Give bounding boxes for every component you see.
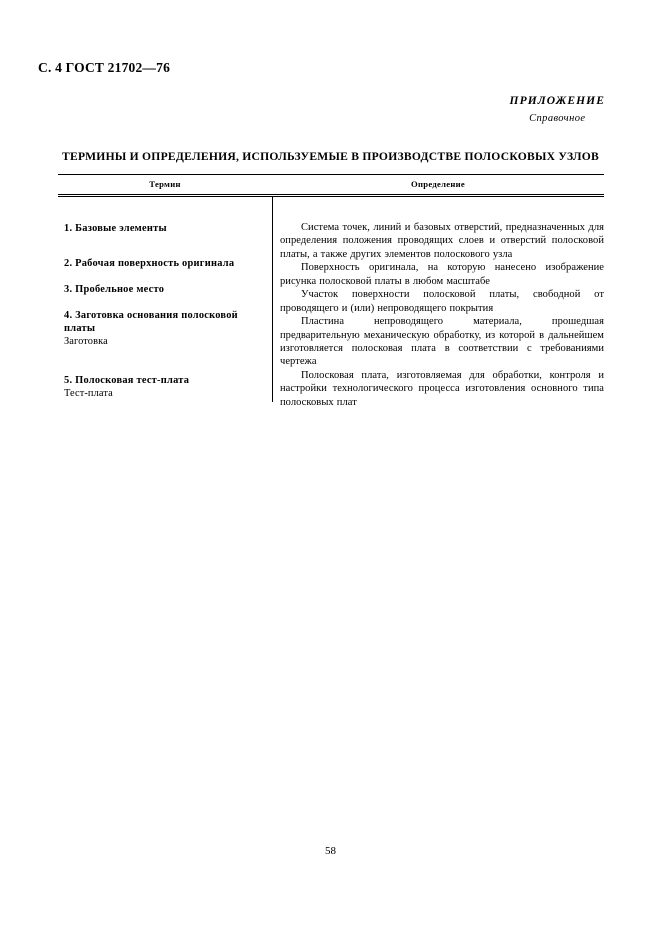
terms-column [64,197,270,415]
running-head: С. 4 ГОСТ 21702—76 [38,60,171,75]
column-header-definition: Определение [411,179,465,189]
definition-text: Система точек, линий и базовых отверстий, предназначенных для определения положения проводящих слоев и отверстий полосковой платы, а также других элементов полоскового узла [280,222,604,260]
definition-text: Поверхность оригинала, на которую нанесено изображение рисунка полосковой платы в любом масштабе [280,262,604,287]
table-body [58,197,604,408]
term-label: 1. Базовые элементы [64,223,167,234]
appendix-block [510,93,605,126]
table-row [64,374,270,400]
term-label: 2. Рабочая поверхность оригинала [64,258,235,269]
table-row [64,283,270,296]
terms-table [58,174,604,408]
definition-text: Пластина непроводящего материала, прошедшая предварительную механическую обработку, из которой в дальнейшем изготовляется полосковая плата в соответствии с требованиями чертежа [280,316,604,368]
page-number: 58 [325,845,336,857]
term-label: 5. Полосковая тест-плата [64,375,190,387]
table-row [64,222,270,235]
table-column-divider [272,197,273,402]
table-header-row [58,175,604,194]
table-row [64,257,270,270]
definition-text: Полосковая плата, изготовляемая для обработки, контроля и настройки технологического процесса изготовления основного типа полосковых плат [280,369,604,408]
table-row [64,309,270,348]
page-title: ТЕРМИНЫ И ОПРЕДЕЛЕНИЯ, ИСПОЛЬЗУЕМЫЕ В ПРОИЗВОДСТВЕ ПОЛОСКОВЫХ УЗЛОВ [62,150,599,163]
term-label: 4. Заготовка основания полосковой платы [64,310,238,334]
appendix-title: ПРИЛОЖЕНИЕ [509,95,605,107]
definition-text: Участок поверхности полосковой платы, свободной от проводящего и (или) непроводящего покрытия [280,289,604,314]
term-label: 3. Пробельное место [64,284,165,295]
definitions-column [280,197,604,409]
term-alt-label: Заготовка [64,336,108,347]
appendix-subtitle: Справочное [529,112,586,124]
column-header-term: Термин [149,179,181,189]
term-alt-label: Тест-плата [64,388,113,400]
